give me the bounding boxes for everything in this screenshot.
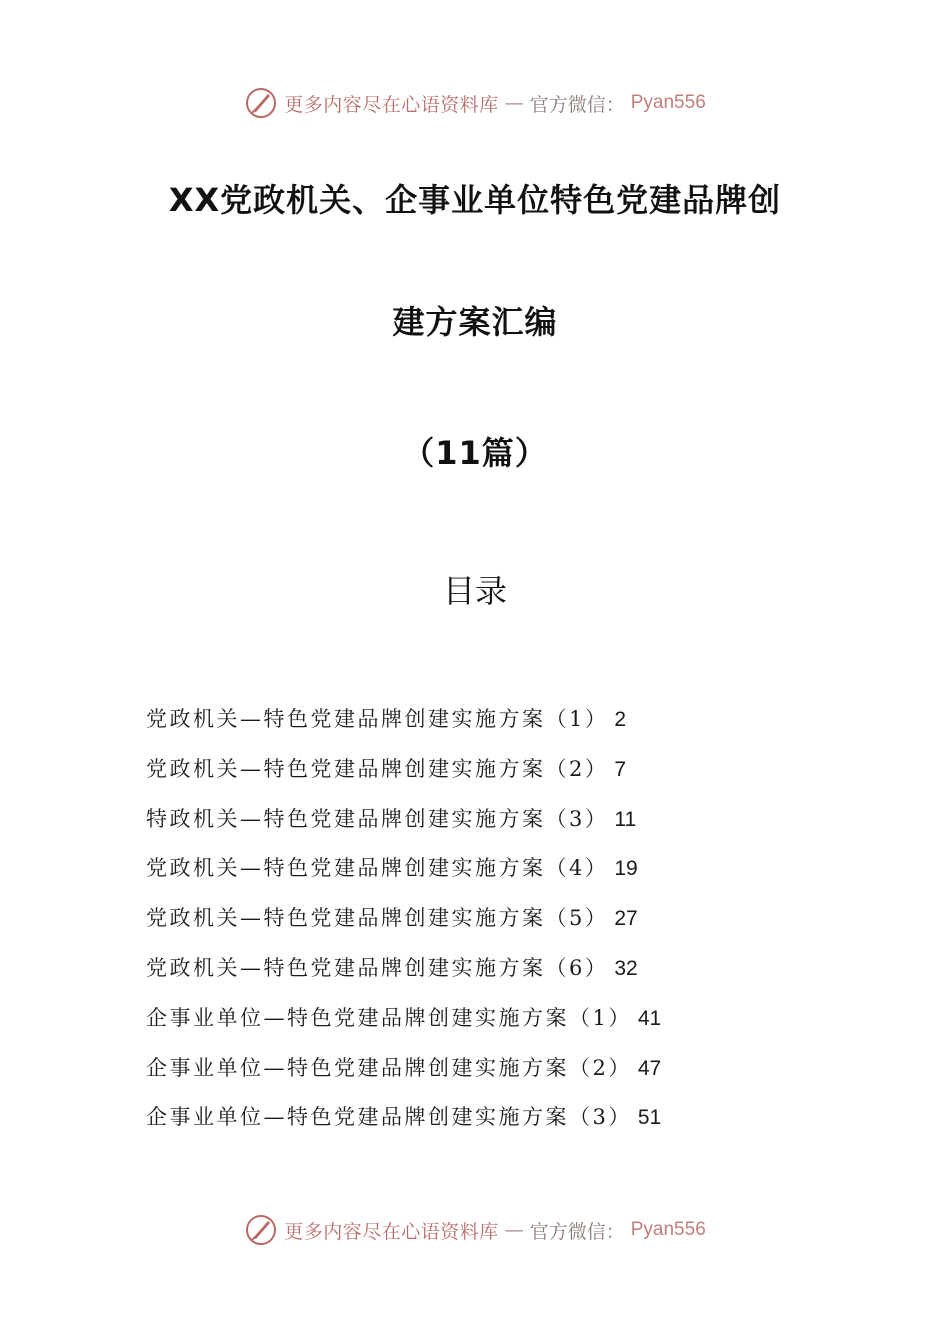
toc-item-page: 11 [614,807,637,831]
toc-item-label: 党政机关—特色党建品牌创建实施方案（2） [146,756,609,781]
toc-item[interactable] [146,750,846,800]
watermark-text: 更多内容尽在心语资料库 [284,1220,499,1243]
toc-item-page: 7 [614,757,627,781]
toc-item[interactable] [146,700,846,750]
toc-item-label: 企事业单位—特色党建品牌创建实施方案（2） [146,1055,632,1080]
toc-item[interactable] [146,999,846,1049]
watermark-text: 更多内容尽在心语资料库 [284,93,499,116]
toc-item-label: 党政机关—特色党建品牌创建实施方案（6） [146,955,609,980]
toc-item[interactable] [146,1049,846,1099]
toc-item[interactable] [146,899,846,949]
watermark-sub: 官方微信： [529,1220,625,1243]
watermark-wechat: Pyan556 [630,92,706,113]
quill-logo-icon [244,86,278,120]
toc-item-page: 2 [614,708,627,731]
watermark-separator: — [504,1219,524,1241]
toc-item-page: 19 [614,857,638,881]
watermark-sub: 官方微信： [529,93,625,116]
watermark-wechat: Pyan556 [630,1219,706,1240]
watermark-separator: — [504,92,524,114]
footer-watermark [0,1213,950,1247]
toc-item-page: 51 [637,1106,662,1130]
document-title-line-1: XX党政机关、企事业单位特色党建品牌创 [168,181,782,219]
toc-item-page: 41 [637,1006,662,1030]
toc-item-label: 企事业单位—特色党建品牌创建实施方案（1） [146,1005,632,1030]
toc-item[interactable] [146,800,846,850]
toc-item-label: 党政机关—特色党建品牌创建实施方案（1） [146,707,609,731]
toc-item[interactable] [146,949,846,999]
toc-item-page: 27 [614,907,638,931]
toc-item-label: 党政机关—特色党建品牌创建实施方案（5） [146,906,609,931]
toc-item[interactable] [146,1098,846,1148]
toc-heading: 目录 [442,572,507,610]
document-title-line-2: 建方案汇编 [392,303,558,341]
document-title-count: （11篇） [402,434,548,472]
toc-item-page: 32 [614,956,638,980]
toc-item[interactable] [146,849,846,899]
header-watermark [0,86,950,120]
toc-item-page: 47 [637,1056,662,1080]
quill-logo-icon [244,1213,278,1247]
toc-item-label: 党政机关—特色党建品牌创建实施方案（4） [146,856,609,881]
toc-item-label: 特政机关—特色党建品牌创建实施方案（3） [146,806,609,831]
toc-item-label: 企事业单位—特色党建品牌创建实施方案（3） [146,1105,632,1130]
table-of-contents [146,700,846,1148]
